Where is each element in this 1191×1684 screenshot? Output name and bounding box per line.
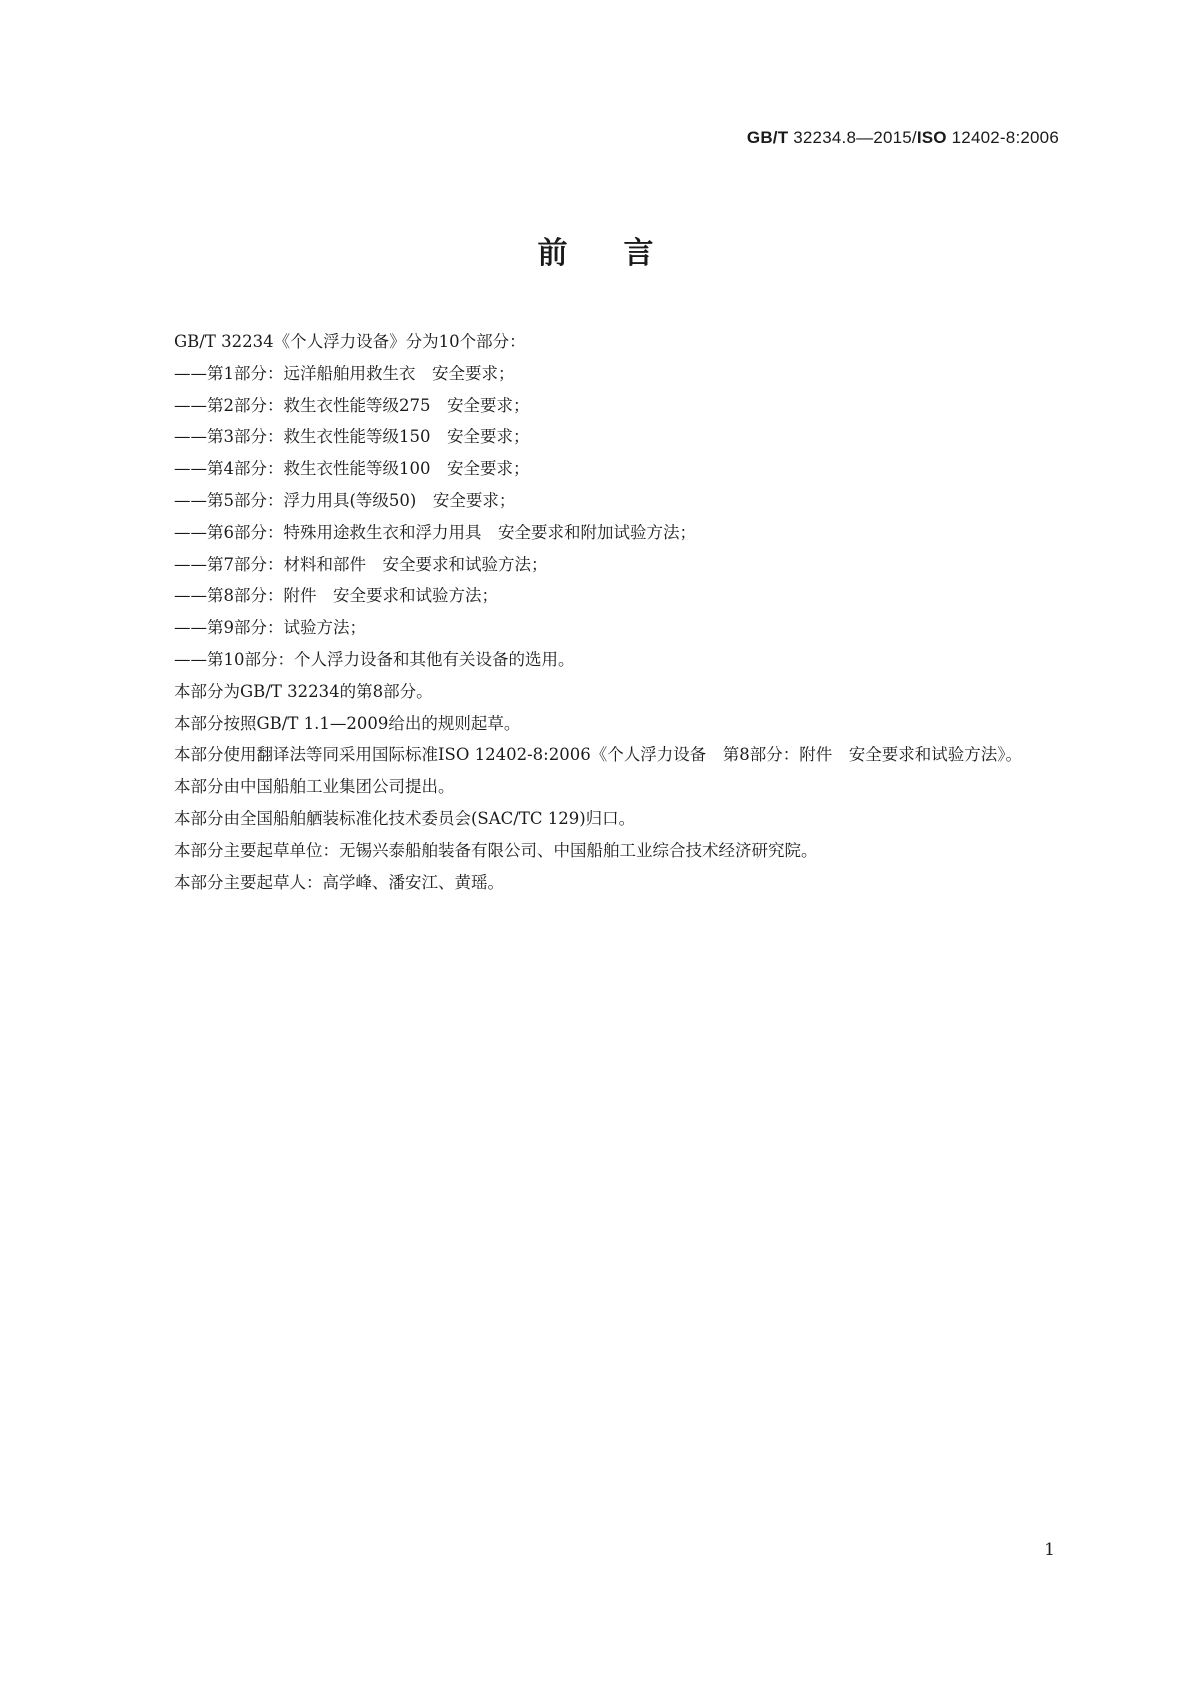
paragraph-drafters: 本部分主要起草人：高学峰、潘安江、黄瑶。 bbox=[174, 872, 504, 892]
paragraph-proposer: 本部分由中国船舶工业集团公司提出。 bbox=[174, 777, 455, 797]
paragraph-drafting-units: 本部分主要起草单位：无锡兴泰船舶装备有限公司、中国船舶工业综合技术经济研究院。 bbox=[174, 840, 818, 860]
list-item-part-8: ——第8部分：附件 安全要求和试验方法； bbox=[174, 586, 498, 606]
list-item-part-10: ——第10部分：个人浮力设备和其他有关设备的选用。 bbox=[174, 649, 575, 669]
iso-prefix: ISO bbox=[916, 128, 947, 147]
iso-number: 12402-8:2006 bbox=[946, 128, 1059, 147]
list-item-part-5: ——第5部分：浮力用具(等级50) 安全要求； bbox=[174, 490, 516, 510]
gb-prefix: GB/T bbox=[746, 128, 789, 147]
list-item-part-3: ——第3部分：救生衣性能等级150 安全要求； bbox=[174, 427, 530, 447]
list-item-part-7: ——第7部分：材料和部件 安全要求和试验方法； bbox=[174, 554, 548, 574]
list-item-part-4: ——第4部分：救生衣性能等级100 安全要求； bbox=[174, 459, 530, 479]
gb-number: 32234.8—2015/ bbox=[788, 128, 917, 147]
page-number: 1 bbox=[1044, 1540, 1055, 1560]
list-item-part-1: ——第1部分：远洋船舶用救生衣 安全要求； bbox=[174, 363, 515, 383]
paragraph-committee: 本部分由全国船舶舾装标准化技术委员会(SAC/TC 129)归口。 bbox=[174, 808, 636, 828]
page-title: 前言 bbox=[537, 236, 710, 271]
foreword-body bbox=[136, 326, 1058, 898]
paragraph-drafting-rules: 本部分按照GB/T 1.1—2009给出的规则起草。 bbox=[174, 713, 521, 733]
paragraph-adoption: 本部分使用翻译法等同采用国际标准ISO 12402-8:2006《个人浮力设备 第8部分：附件 安全要求和试验方法》。 bbox=[174, 745, 1022, 765]
paragraph-parts-intro: GB/T 32234《个人浮力设备》分为10个部分： bbox=[174, 332, 526, 351]
list-item-part-9: ——第9部分：试验方法； bbox=[174, 618, 366, 638]
paragraph-part-statement: 本部分为GB/T 32234的第8部分。 bbox=[174, 681, 433, 701]
list-item-part-6: ——第6部分：特殊用途救生衣和浮力用具 安全要求和附加试验方法； bbox=[174, 522, 696, 542]
list-item-part-2: ——第2部分：救生衣性能等级275 安全要求； bbox=[174, 395, 530, 415]
standard-number-header bbox=[747, 128, 1059, 148]
